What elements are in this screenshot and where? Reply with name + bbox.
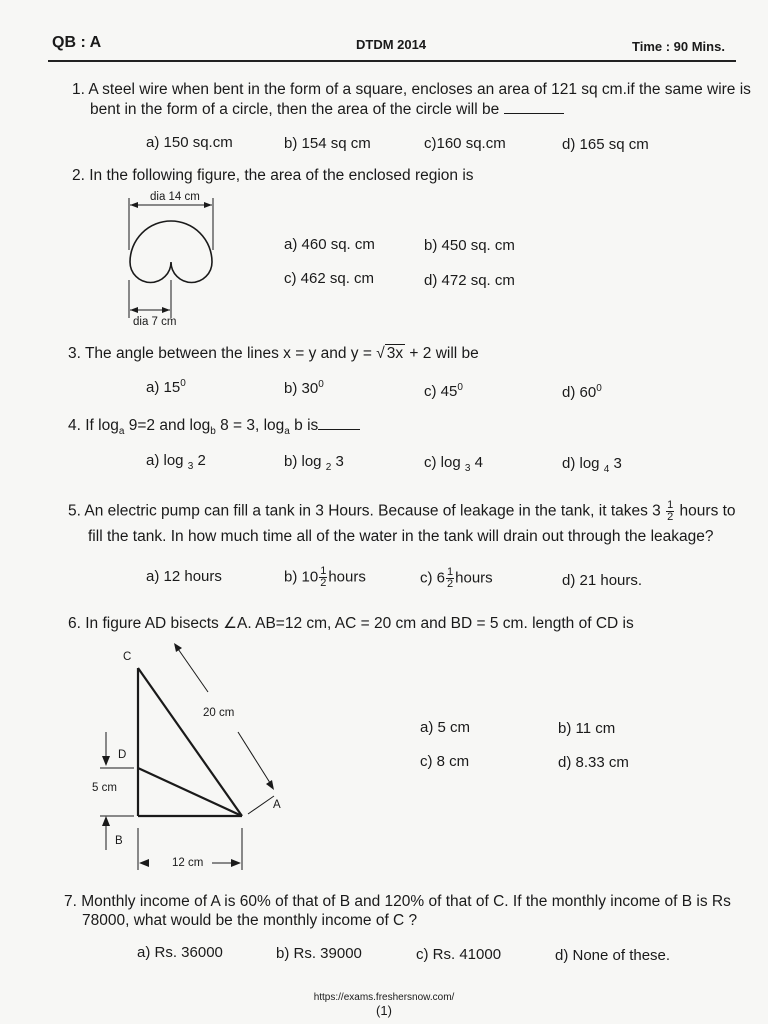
degree-sup: 0 [180,378,186,389]
option-value: b) 30 [284,380,319,397]
option-c [420,567,493,590]
question-text: 8 = 3, log [220,417,285,434]
option-a: a) 150 sq.cm [146,134,233,151]
header-divider [48,60,736,62]
option-value: hours [328,568,366,586]
option-value: d) 60 [562,384,597,401]
question-text: hours to [679,502,736,520]
option-c [424,382,463,400]
question-5 [68,500,736,523]
vertex-d-label: D [118,749,127,761]
option-a [146,452,206,472]
ac-length-label: 20 cm [203,707,235,719]
option-value: hours [455,569,493,587]
option-value: d) log [562,455,600,472]
option-a: a) Rs. 36000 [137,944,223,961]
source-url: https://exams.freshersnow.com/ [313,992,455,1003]
question-1-line2 [90,99,564,120]
ab-length-label: 12 cm [172,857,204,869]
question-number: 6. [68,615,81,632]
option-value: c) 45 [424,383,458,400]
fraction [666,500,674,523]
option-a: a) 12 hours [146,568,222,585]
option-b [284,566,366,589]
option-b: b) 11 cm [558,720,616,737]
question-number: 3. [68,345,81,362]
numerator: 1 [320,565,327,577]
page-number: (1) [376,1003,392,1018]
option-value: b) 10 [284,568,319,586]
option-d [562,383,602,401]
option-b: b) Rs. 39000 [276,945,362,962]
option-value: a) log [146,452,184,469]
option-value: 3 [335,453,344,470]
option-value: c) log [424,454,461,471]
top-diameter-label: dia 14 cm [150,191,200,203]
answer-blank [318,429,360,430]
question-bank-label: QB : A [52,34,102,51]
degree-sup: 0 [318,379,324,390]
question-3 [68,343,479,364]
bd-length-label: 5 cm [92,782,117,794]
option-b [284,379,324,397]
option-c: c) 8 cm [420,753,470,770]
question-number: 4. [68,417,81,434]
angle-symbol: ∠A [223,615,248,632]
option-b: b) 154 sq cm [284,135,371,152]
option-b [284,453,344,473]
question-number: 5. [68,502,81,520]
question-text: An electric pump can fill a tank in 3 Hours. Because of leakage in the tank, it takes 3 [84,502,661,520]
log-base: 3 [464,463,471,474]
question-2 [72,165,474,186]
option-d: d) 472 sq. cm [424,272,515,289]
option-a: a) 5 cm [420,719,471,736]
option-d: d) 8.33 cm [558,754,629,771]
vertex-c-label: C [123,651,132,663]
degree-sup: 0 [596,383,602,394]
option-value: b) log [284,453,322,470]
log-base: 2 [325,462,332,473]
time-limit: Time : 90 Mins. [632,39,725,54]
question-number: 7. [64,893,77,910]
question-text: A steel wire when bent in the form of a square, encloses an area of 121 sq cm.if the same wire is [88,81,751,98]
option-b: b) 450 sq. cm [424,237,515,254]
option-d: d) 165 sq cm [562,136,649,153]
question-text: bent in the form of a circle, then the area of the circle will be [90,101,500,118]
question-7-line2: 78000, what would be the monthly income of C ? [82,912,418,929]
numerator: 1 [667,499,674,511]
option-a: a) 460 sq. cm [284,236,375,253]
question-number: 2. [72,167,85,184]
heart-shape-figure [120,190,230,330]
option-value: a) 15 [146,379,181,396]
question-7 [64,891,731,912]
log-base: 4 [603,464,610,475]
option-d [562,455,622,475]
question-4 [68,415,360,442]
option-c: c) 462 sq. cm [284,270,375,287]
log-base: a [118,426,125,437]
numerator: 1 [447,566,454,578]
option-value: 4 [474,454,483,471]
vertex-b-label: B [115,835,123,847]
option-c [424,454,483,474]
question-text: b is [294,417,319,434]
degree-sup: 0 [457,382,463,393]
option-a [146,378,186,396]
option-d: d) None of these. [555,947,671,964]
fraction [446,567,454,590]
option-c: c) Rs. 41000 [416,946,502,963]
sqrt-symbol: √ [376,345,385,362]
option-value: 2 [197,452,206,469]
question-text-end: + 2 will be [409,345,479,362]
question-text: If log [85,417,119,434]
footer [0,992,768,1018]
option-value: c) 6 [420,569,446,587]
option-d: d) 21 hours. [562,572,643,589]
option-c: c)160 sq.cm [424,135,506,152]
question-text: . AB=12 cm, AC = 20 cm and BD = 5 cm. length of CD is [247,615,634,632]
question-5-line2: fill the tank. In how much time all of the water in the tank will drain out through the leakage? [88,528,714,545]
exam-code: DTDM 2014 [356,37,427,52]
log-base: b [210,426,216,437]
denominator: 2 [447,578,454,590]
sqrt-radicand: 3x [386,345,404,362]
denominator: 2 [320,577,327,589]
vertex-a-label: A [273,799,281,811]
bottom-diameter-label: dia 7 cm [133,316,177,328]
question-text: In the following figure, the area of the enclosed region is [89,167,474,184]
question-1 [72,79,751,100]
log-base: a [284,426,290,437]
question-number: 1. [72,81,85,98]
denominator: 2 [667,511,674,523]
question-text: The angle between the lines x = y and y = [84,345,377,362]
answer-blank [504,113,564,114]
option-value: 3 [613,455,622,472]
question-6 [68,613,634,634]
question-text: Monthly income of A is 60% of that of B and 120% of that of C. If the monthly income of B is Rs [81,893,731,910]
question-text: 9=2 and log [128,417,211,434]
log-base: 3 [187,461,194,472]
fraction [319,566,327,589]
question-text: In figure AD bisects [85,615,219,632]
